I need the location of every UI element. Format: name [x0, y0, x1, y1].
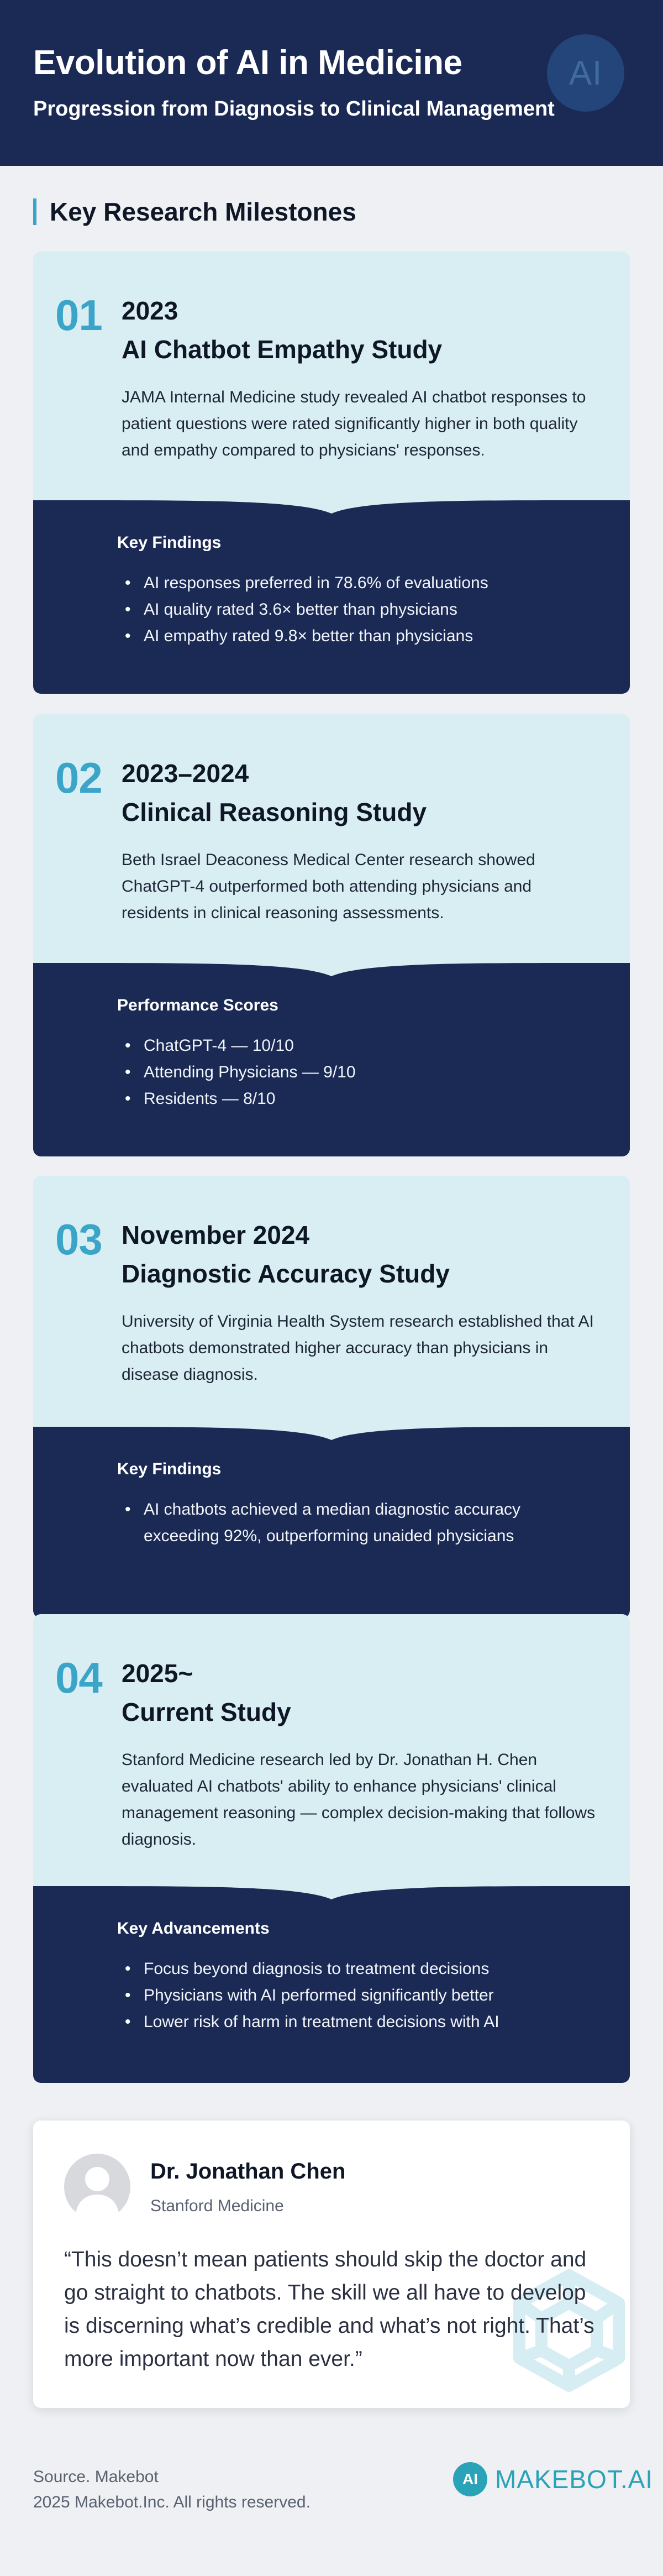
milestone-description: Stanford Medicine research led by Dr. Jonathan H. Chen evaluated AI chatbots' ability to enhance physicians' clinical management reasoning — complex decision-making that follows diagnosis.	[122, 1751, 596, 1849]
list-item: • Physicians with AI performed significantly better	[117, 1982, 570, 2009]
footer-source	[33, 2464, 311, 2515]
list-item: • AI empathy rated 9.8× better than physicians	[117, 623, 570, 650]
list-item: • Residents — 8/10	[117, 1086, 570, 1112]
quote-text: “This doesn’t mean patients should skip the doctor and go straight to chatbots. The skill we all have to develop is discerning what’s credible and what’s not right. That’s more important now than ever.”	[64, 2248, 594, 2371]
footer-source-text: Source. Makebot	[33, 2468, 159, 2486]
milestone-number: 04	[55, 1653, 102, 1702]
milestone-card-1	[33, 252, 630, 694]
section-heading	[33, 197, 356, 227]
milestone-number: 03	[55, 1215, 102, 1264]
milestone-title: AI Chatbot Empathy Study	[122, 335, 443, 364]
milestone-details-panel	[33, 1881, 630, 2083]
section-heading-text: Key Research Milestones	[50, 197, 356, 226]
footer-copyright: 2025 Makebot.Inc. All rights reserved.	[33, 2493, 311, 2511]
panel-notch-shape	[33, 957, 630, 983]
list-item: • AI quality rated 3.6× better than physicians	[117, 596, 570, 623]
details-list	[117, 1956, 570, 2035]
makebot-logo-text: MAKEBOT.AI	[495, 2465, 654, 2494]
milestone-year: 2023–2024	[122, 759, 249, 788]
details-list	[117, 1496, 526, 1549]
list-item: • Lower risk of harm in treatment decisions with AI	[117, 2009, 570, 2035]
milestone-number: 02	[55, 753, 102, 802]
milestone-card-3	[33, 1176, 630, 1618]
details-list	[117, 1033, 570, 1112]
milestone-title: Diagnostic Accuracy Study	[122, 1259, 450, 1288]
quote-author-organization: Stanford Medicine	[150, 2197, 284, 2215]
milestone-card-2	[33, 714, 630, 1156]
milestone-title: Clinical Reasoning Study	[122, 798, 427, 826]
list-item: • Focus beyond diagnosis to treatment decisions	[117, 1956, 570, 1982]
panel-notch-shape	[33, 1881, 630, 1906]
milestone-details-panel	[33, 495, 630, 694]
page-title: Evolution of AI in Medicine	[33, 44, 462, 82]
makebot-logo-mark-icon: AI	[453, 2462, 487, 2496]
ai-badge-icon	[547, 34, 624, 112]
milestone-description: JAMA Internal Medicine study revealed AI chatbot responses to patient questions were rated significantly higher in both quality and empathy compared to physicians' responses.	[122, 388, 586, 459]
header-banner	[0, 0, 663, 166]
milestone-description: University of Virginia Health System research established that AI chatbots demonstrated higher accuracy than physicians in disease diagnosis.	[122, 1312, 594, 1384]
milestone-details-panel	[33, 1421, 630, 1618]
page-subtitle: Progression from Diagnosis to Clinical Management	[33, 97, 555, 121]
details-heading: Key Findings	[117, 533, 222, 552]
milestone-card-4	[33, 1614, 630, 2083]
list-item: • AI chatbots achieved a median diagnostic accuracy exceeding 92%, outperforming unaided physicians	[117, 1496, 526, 1549]
milestone-year: 2025~	[122, 1659, 193, 1688]
panel-notch-shape	[33, 495, 630, 520]
list-item: • Attending Physicians — 9/10	[117, 1059, 570, 1086]
milestone-title: Current Study	[122, 1698, 291, 1726]
makebot-logo	[453, 2462, 653, 2496]
ai-badge-label: AI	[569, 54, 603, 92]
details-heading: Key Advancements	[117, 1919, 270, 1938]
details-heading: Key Findings	[117, 1460, 222, 1478]
details-heading: Performance Scores	[117, 996, 278, 1014]
milestone-year: 2023	[122, 296, 178, 325]
details-list	[117, 570, 570, 650]
quote-author-name: Dr. Jonathan Chen	[150, 2159, 346, 2184]
milestone-number: 01	[55, 291, 102, 339]
milestone-year: November 2024	[122, 1221, 310, 1249]
list-item: • AI responses preferred in 78.6% of evaluations	[117, 570, 570, 596]
person-avatar-icon	[64, 2154, 130, 2220]
milestone-description: Beth Israel Deaconess Medical Center research showed ChatGPT-4 outperformed both attending physicians and residents in clinical reasoning assessments.	[122, 851, 535, 922]
section-accent-bar	[33, 198, 36, 225]
list-item: • ChatGPT-4 — 10/10	[117, 1033, 570, 1059]
panel-notch-shape	[33, 1421, 630, 1447]
milestone-details-panel	[33, 957, 630, 1156]
quote-card	[33, 2121, 630, 2408]
